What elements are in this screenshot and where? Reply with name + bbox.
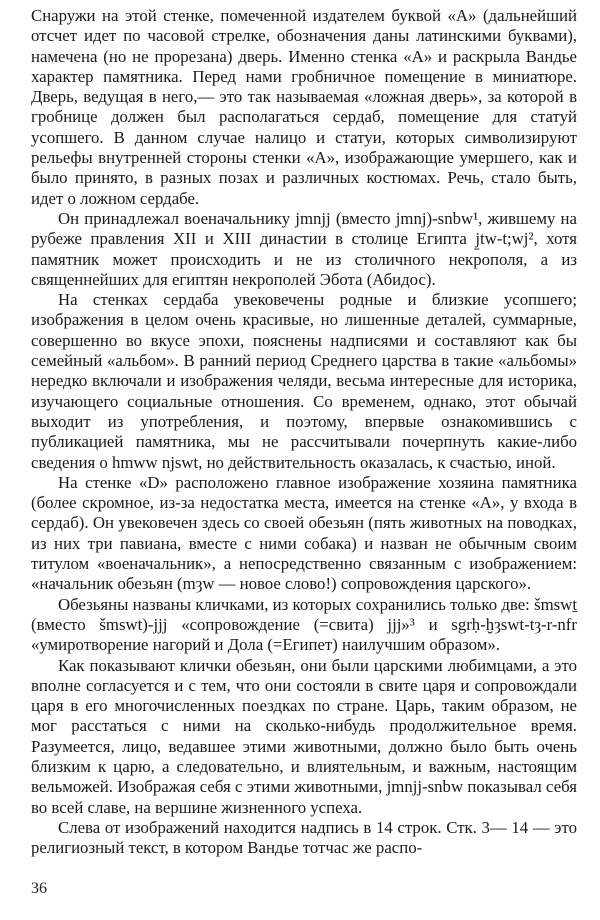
paragraph-4: На стенке «D» расположено главное изображение хозяина памятника (более скромное, из-за недостатка места, имеется на стенке «A», у входа в сердаб). Он увековечен здесь со своей обезьян (пять животных на поводках, из них три павиана, вместе с ними собака) и назван не обычным своим титулом «военачальник», а непосредственно связанным с изображением: «начальник обезьян (mȝw — новое слово!) сопровождения царского».	[31, 472, 577, 594]
page-number: 36	[31, 880, 47, 897]
paragraph-6: Как показывают клички обезьян, они были царскими любимцами, а это вполне согласуется и с тем, что они состояли в свите царя и сопровождали царя в его многочисленных поездках по стране. Царь, таким образом, не мог расстаться с ними на сколько-нибудь продолжительное время. Разумеется, лицо, ведавшее этими животными, должно было быть очень близким к царю, а следовательно, и влиятельным, и важным, настоящим вельможей. Изображая себя с этими животными, jmnjj-snbw показывал себя во всей славе, на вершине жизненного успеха.	[31, 655, 577, 817]
paragraph-2: Он принадлежал военачальнику jmnjj (вместо jmnj)-snbw¹, жившему на рубеже правления XII и XIII династии в столице Египта j̱tw-t;wj², хотя памятник может происходить и не из столичного некрополя, а из священнейших для египтян некрополей Эбота (Абидос).	[31, 208, 577, 289]
paragraph-1: Снаружи на этой стенке, помеченной издателем буквой «A» (дальнейший отсчет идет по часовой стрелке, обозначения даны латинскими буквами), намечена (но не прорезана) дверь. Именно стенка «A» и раскрыла Вандье характер памятника. Перед нами гробничное помещение в миниатюре. Дверь, ведущая в него,— это так называемая «ложная дверь», за которой в гробнице должен был располагаться сердаб, помещение для статуй усопшего. В данном случае налицо и статуи, которых символизируют рельефы внутренней стороны стенки «A», изображающие умершего, как и было принято, в разных позах и различных костюмах. Речь, стало быть, идет о ложном сердабе.	[31, 6, 577, 208]
page-body	[31, 6, 577, 858]
paragraph-5: Обезьяны названы кличками, из которых сохранились только две: šmswṯ (вместо šmswt)-jjj «сопровождение (=свита) jjj»³ и sgrḥ-ḫȝswt-tȝ-r-nfr «умиротворение нагорий и Дола (=Египет) наилучшим образом».	[31, 594, 577, 655]
paragraph-7: Слева от изображений находится надпись в 14 строк. Стк. 3— 14 — это религиозный текст, в котором Вандье тотчас же распо-	[31, 817, 577, 858]
paragraph-3: На стенках сердаба увековечены родные и близкие усопшего; изображения в целом очень красивые, но лишенные деталей, суммарные, совершенно во вкусе эпохи, пояснены надписями и составляют как бы семейный «альбом». В ранний период Среднего царства в такие «альбомы» нередко включали и изображения челяди, весьма интересные для историка, изучающего социальные отношения. Со временем, однако, этот обычай выходит из употребления, и поэтому, впервые ознакомившись с публикацией памятника, мы не рассчитывали почерпнуть какие-либо сведения о hmww njswt, но действительность оказалась, к счастью, иной.	[31, 290, 577, 472]
